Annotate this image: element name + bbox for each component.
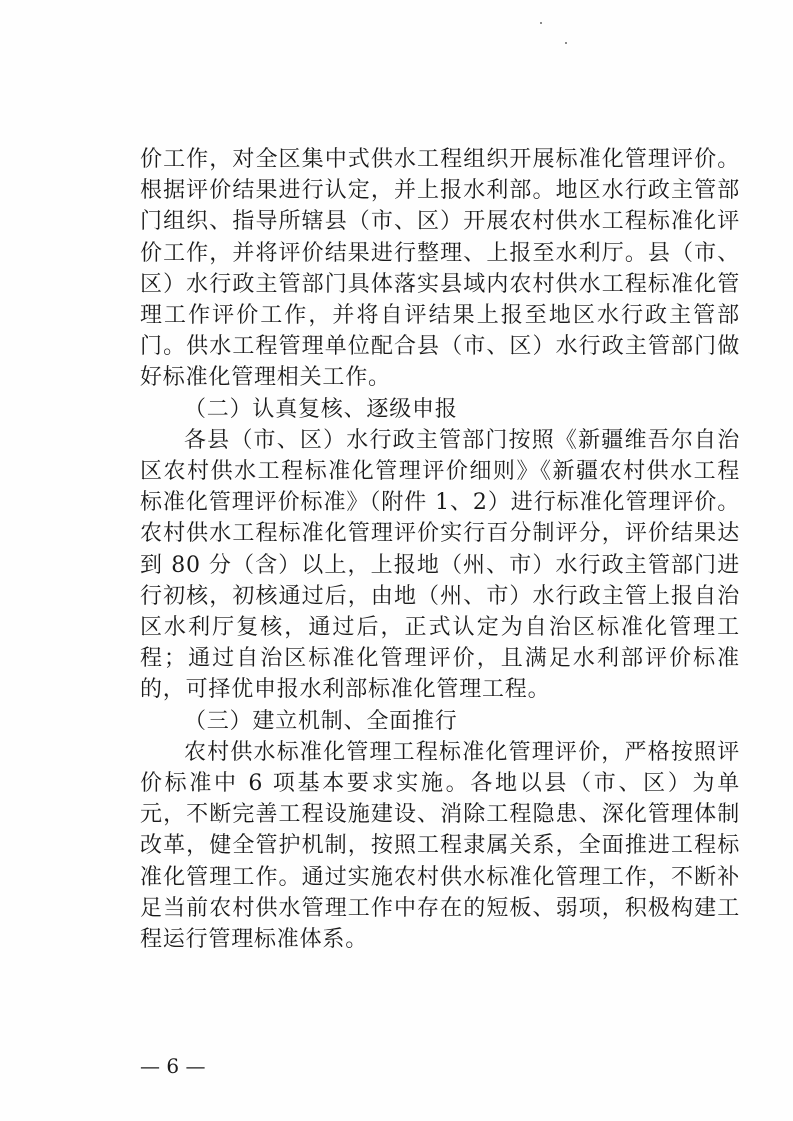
page-number: — 6 — bbox=[140, 1054, 206, 1078]
paragraph-3: 农村供水标准化管理工程标准化管理评价，严格按照评价标准中 6 项基本要求实施。各地以县（市、区）为单元，不断完善工程设施建设、消除工程隐患、深化管理体制改革，健全管护机制，按照工程隶属关系，全面推进工程标准化管理工作。通过实施农村供水标准化管理工作，不断补足当前农村供水管理工作中存在的短板、弱项，积极构建工程运行管理标准体系。 bbox=[140, 739, 740, 953]
section-heading-2: （二）认真复核、逐级申报 bbox=[184, 396, 458, 422]
paragraph-1: 价工作，对全区集中式供水工程组织开展标准化管理评价。根据评价结果进行认定，并上报水利部。地区水行政主管部门组织、指导所辖县（市、区）开展农村供水工程标准化评价工作，并将评价结果进行整理、上报至水利厅。县（市、区）水行政主管部门具体落实县域内农村供水工程标准化管理工作评价工作，并将自评结果上报至地区水行政主管部门。供水工程管理单位配合县（市、区）水行政主管部门做好标准化管理相关工作。 bbox=[140, 147, 740, 391]
document-body bbox=[140, 144, 740, 955]
paragraph-2: 各县（市、区）水行政主管部门按照《新疆维吾尔自治区农村供水工程标准化管理评价细则》《新疆农村供水工程标准化管理评价标准》（附件 1、2）进行标准化管理评价。农村供水工程标准化管理评价实行百分制评分，评价结果达到 80 分（含）以上，上报地（州、市）水行政主管部门进行初核，初核通过后，由地（州、市）水行政主管上报自治区水利厅复核，通过后，正式认定为自治区标准化管理工程；通过自治区标准化管理评价，且满足水利部评价标准的，可择优申报水利部标准化管理工程。 bbox=[140, 427, 740, 703]
section-heading-3: （三）建立机制、全面推行 bbox=[184, 708, 458, 734]
scan-speck bbox=[565, 42, 567, 44]
scan-speck bbox=[540, 22, 542, 24]
